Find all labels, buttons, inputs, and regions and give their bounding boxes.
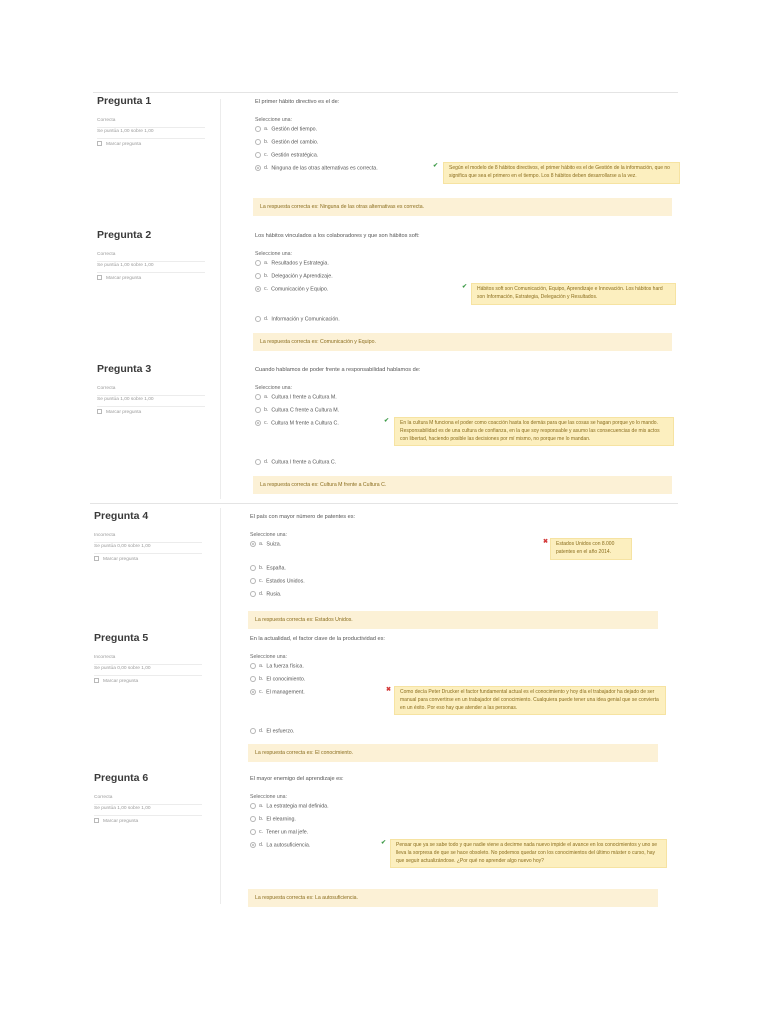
- answer-option[interactable]: a. Resultados y Estrategia.: [255, 260, 670, 273]
- radio-button[interactable]: [255, 407, 261, 413]
- question-prompt: El primer hábito directivo es el de:: [255, 99, 340, 105]
- question-content: [255, 367, 670, 488]
- answer-option-selected[interactable]: d. Ninguna de las otras alternativas es correcta. ✔ Según el modelo de 8 hábitos directivos, el primer hábito es el de Gestión de la información, que no significa que sea el primero en el tiempo. Los 8 hábitos deben desarrollarse a la vez.: [255, 165, 670, 178]
- question-state: Correcta: [97, 117, 205, 128]
- incorrect-cross-icon: ✖: [386, 687, 392, 693]
- radio-button[interactable]: [250, 728, 256, 734]
- right-answer: La respuesta correcta es: La autosuficiencia.: [248, 889, 658, 907]
- question-state: Correcta: [97, 251, 205, 262]
- radio-button[interactable]: [255, 260, 261, 266]
- question-info: [94, 632, 204, 687]
- select-one-label: Seleccione una:: [255, 117, 292, 123]
- quiz-review-panel-top: [93, 92, 678, 499]
- radio-button[interactable]: [250, 829, 256, 835]
- answer-option[interactable]: c. Tener un mal jefe.: [250, 829, 670, 842]
- question-content: [250, 514, 670, 623]
- radio-button-checked[interactable]: [255, 286, 261, 292]
- question-state: Correcta: [94, 794, 202, 805]
- incorrect-cross-icon: ✖: [543, 539, 549, 545]
- answer-option[interactable]: b. Cultura C frente a Cultura M.: [255, 407, 670, 420]
- question-block: [93, 363, 678, 497]
- question-info: [94, 772, 204, 827]
- flag-question-link[interactable]: Marcar pregunta: [94, 816, 202, 828]
- specific-feedback: Hábitos soft son Comunicación, Equipo, Aprendizaje e Innovación. Los hábitos hard son Información, Estrategia, Delegación y Resultados.: [471, 283, 676, 305]
- answer-option-selected[interactable]: c. Comunicación y Equipo. ✔ Hábitos soft son Comunicación, Equipo, Aprendizaje e Innovación. Los hábitos hard son Información, Estrategia, Delegación y Resultados.: [255, 286, 670, 299]
- question-state: Incorrecta: [94, 532, 202, 543]
- flag-question-link[interactable]: Marcar pregunta: [94, 676, 202, 688]
- flag-icon: [97, 275, 102, 280]
- radio-button[interactable]: [250, 816, 256, 822]
- question-grade: Se puntúa 1,00 sobre 1,00: [97, 128, 205, 139]
- question-content: [250, 636, 670, 756]
- flag-question-link[interactable]: Marcar pregunta: [94, 554, 202, 566]
- specific-feedback: En la cultura M funciona el poder como coacción hasta los demás para que las cosas se hagan porque yo lo mando. Responsabilidad es de una cultura de confianza, en la que soy responsable y asumo las consecuencias de mis actos con libertad, haciendo posible las decisiones por mí mismo, no porque me lo mandan.: [394, 417, 674, 446]
- answer-option-selected[interactable]: c. Cultura M frente a Cultura C. ✔ En la cultura M funciona el poder como coacción hasta los demás para que las cosas se hagan porque yo lo mando. Responsabilidad es de una cultura de confianza, en la que soy responsable y asumo las consecuencias de mis actos con libertad, haciendo posible las decisiones por mí mismo, no porque me lo mandan.: [255, 420, 670, 433]
- specific-feedback: Según el modelo de 8 hábitos directivos, el primer hábito es el de Gestión de la información, que no significa que sea el primero en el tiempo. Los 8 hábitos deben desarrollarse a la vez.: [443, 162, 680, 184]
- question-content: [255, 99, 670, 210]
- question-info: [94, 510, 204, 565]
- flag-question-link[interactable]: Marcar pregunta: [97, 273, 205, 285]
- correct-check-icon: ✔: [462, 284, 468, 290]
- right-answer: La respuesta correcta es: Ninguna de las otras alternativas es correcta.: [253, 198, 672, 216]
- flag-question-link[interactable]: Marcar pregunta: [97, 139, 205, 151]
- question-info: [97, 229, 207, 284]
- radio-button-checked[interactable]: [255, 420, 261, 426]
- answer-option[interactable]: b. España.: [250, 565, 670, 578]
- radio-button[interactable]: [255, 273, 261, 279]
- radio-button[interactable]: [255, 126, 261, 132]
- question-info: [97, 363, 207, 418]
- question-grade: Se puntúa 1,00 sobre 1,00: [97, 396, 205, 407]
- answer-option[interactable]: d. El esfuerzo.: [250, 728, 670, 741]
- right-answer: La respuesta correcta es: Estados Unidos.: [248, 611, 658, 629]
- flag-icon: [97, 409, 102, 414]
- correct-check-icon: ✔: [381, 840, 387, 846]
- flag-icon: [97, 141, 102, 146]
- question-prompt: Los hábitos vinculados a los colaboradores y que son hábitos soft:: [255, 233, 420, 239]
- question-prompt: El mayor enemigo del aprendizaje es:: [250, 776, 344, 782]
- select-one-label: Seleccione una:: [250, 532, 287, 538]
- question-block: [90, 632, 678, 766]
- question-block: [93, 229, 678, 359]
- answer-option[interactable]: a. La estrategia mal definida.: [250, 803, 670, 816]
- question-block: [90, 510, 678, 628]
- radio-button[interactable]: [255, 394, 261, 400]
- question-state: Correcta: [97, 385, 205, 396]
- radio-button[interactable]: [250, 591, 256, 597]
- radio-button[interactable]: [250, 578, 256, 584]
- question-state: Incorrecta: [94, 654, 202, 665]
- correct-check-icon: ✔: [384, 418, 390, 424]
- question-grade: Se puntúa 1,00 sobre 1,00: [94, 805, 202, 816]
- question-content: [255, 233, 670, 345]
- radio-button-checked[interactable]: [255, 165, 261, 171]
- correct-check-icon: ✔: [433, 163, 439, 169]
- answer-option[interactable]: d. Cultura I frente a Cultura C.: [255, 459, 670, 472]
- question-title: Pregunta 4: [94, 510, 149, 522]
- question-block: [93, 95, 678, 225]
- answer-option[interactable]: d. Rusia.: [250, 591, 670, 604]
- answer-option[interactable]: d. Información y Comunicación.: [255, 316, 670, 329]
- radio-button[interactable]: [255, 152, 261, 158]
- question-prompt: El país con mayor número de patentes es:: [250, 514, 356, 520]
- specific-feedback: Como decía Peter Drucker el factor fundamental actual es el conocimiento y hoy día el trabajador ha dejado de ser manual para convertirse en un trabajador del conocimiento. Cualquiera puede tener una idea genial que se convierta en un éxito. Por eso hay que atender a las personas.: [394, 686, 666, 715]
- radio-button[interactable]: [250, 676, 256, 682]
- select-one-label: Seleccione una:: [250, 654, 287, 660]
- question-grade: Se puntúa 0,00 sobre 1,00: [94, 665, 202, 676]
- question-title: Pregunta 5: [94, 632, 149, 644]
- answer-option[interactable]: a. La fuerza física.: [250, 663, 670, 676]
- right-answer: La respuesta correcta es: El conocimiento.: [248, 744, 658, 762]
- flag-icon: [94, 556, 99, 561]
- radio-button-checked[interactable]: [250, 842, 256, 848]
- question-title: Pregunta 1: [97, 95, 152, 107]
- answer-option[interactable]: b. El conocimiento.: [250, 676, 670, 689]
- right-answer: La respuesta correcta es: Comunicación y Equipo.: [253, 333, 672, 351]
- specific-feedback: Pensar que ya se sabe todo y que nadie viene a decirme nada nuevo impide el avance en los conocimientos y uno se lleva la sorpresa de que se hace obsoleto. No podemos quedar con los conocimientos del último máster o curso, hay que seguir actualizándose. ¿Por qué no aprender algo nuevo hoy?: [390, 839, 667, 868]
- question-prompt: En la actualidad, el factor clave de la productividad es:: [250, 636, 385, 642]
- radio-button[interactable]: [255, 139, 261, 145]
- question-grade: Se puntúa 1,00 sobre 1,00: [97, 262, 205, 273]
- specific-feedback: Estados Unidos con 8.000 patentes en el año 2014.: [550, 538, 632, 560]
- quiz-review-panel-bottom: [90, 503, 678, 904]
- answer-option[interactable]: b. Gestión del cambio.: [255, 139, 670, 152]
- answer-option-selected[interactable]: a. Suiza. ✖ Estados Unidos con 8.000 patentes en el año 2014.: [250, 541, 670, 565]
- flag-question-link[interactable]: Marcar pregunta: [97, 407, 205, 419]
- answer-option[interactable]: c. Estados Unidos.: [250, 578, 670, 591]
- answer-option[interactable]: c. Gestión estratégica.: [255, 152, 670, 165]
- answer-option-selected[interactable]: c. El management. ✖ Como decía Peter Drucker el factor fundamental actual es el conocimiento y hoy día el trabajador ha dejado de ser manual para convertirse en un trabajador del conocimiento. Cualquiera puede tener una idea genial que se convierta en un éxito. Por eso hay que atender a las personas.: [250, 689, 670, 702]
- flag-icon: [94, 678, 99, 683]
- radio-button[interactable]: [250, 663, 256, 669]
- answer-option[interactable]: b. El elearning.: [250, 816, 670, 829]
- question-title: Pregunta 2: [97, 229, 152, 241]
- radio-button[interactable]: [250, 565, 256, 571]
- answer-option-selected[interactable]: d. La autosuficiencia. ✔ Pensar que ya se sabe todo y que nadie viene a decirme nada nuevo impide el avance en los conocimientos y uno se lleva la sorpresa de que se hace obsoleto. No podemos quedar con los conocimientos del último máster o curso, hay que seguir actualizándose. ¿Por qué no aprender algo nuevo hoy?: [250, 842, 670, 855]
- answer-option[interactable]: a. Cultura I frente a Cultura M.: [255, 394, 670, 407]
- select-one-label: Seleccione una:: [255, 385, 292, 391]
- question-title: Pregunta 6: [94, 772, 149, 784]
- radio-button-checked[interactable]: [250, 689, 256, 695]
- question-grade: Se puntúa 0,00 sobre 1,00: [94, 543, 202, 554]
- right-answer: La respuesta correcta es: Cultura M frente a Cultura C.: [253, 476, 672, 494]
- flag-icon: [94, 818, 99, 823]
- radio-button[interactable]: [255, 316, 261, 322]
- radio-button-checked[interactable]: [250, 541, 256, 547]
- answer-option[interactable]: a. Gestión del tiempo.: [255, 126, 670, 139]
- question-prompt: Cuando hablamos de poder frente a responsabilidad hablamos de:: [255, 367, 421, 373]
- question-content: [250, 776, 670, 901]
- question-block: [90, 772, 678, 904]
- select-one-label: Seleccione una:: [255, 251, 292, 257]
- answer-option[interactable]: b. Delegación y Aprendizaje.: [255, 273, 670, 286]
- select-one-label: Seleccione una:: [250, 794, 287, 800]
- question-info: [97, 95, 207, 150]
- question-title: Pregunta 3: [97, 363, 152, 375]
- radio-button[interactable]: [255, 459, 261, 465]
- radio-button[interactable]: [250, 803, 256, 809]
